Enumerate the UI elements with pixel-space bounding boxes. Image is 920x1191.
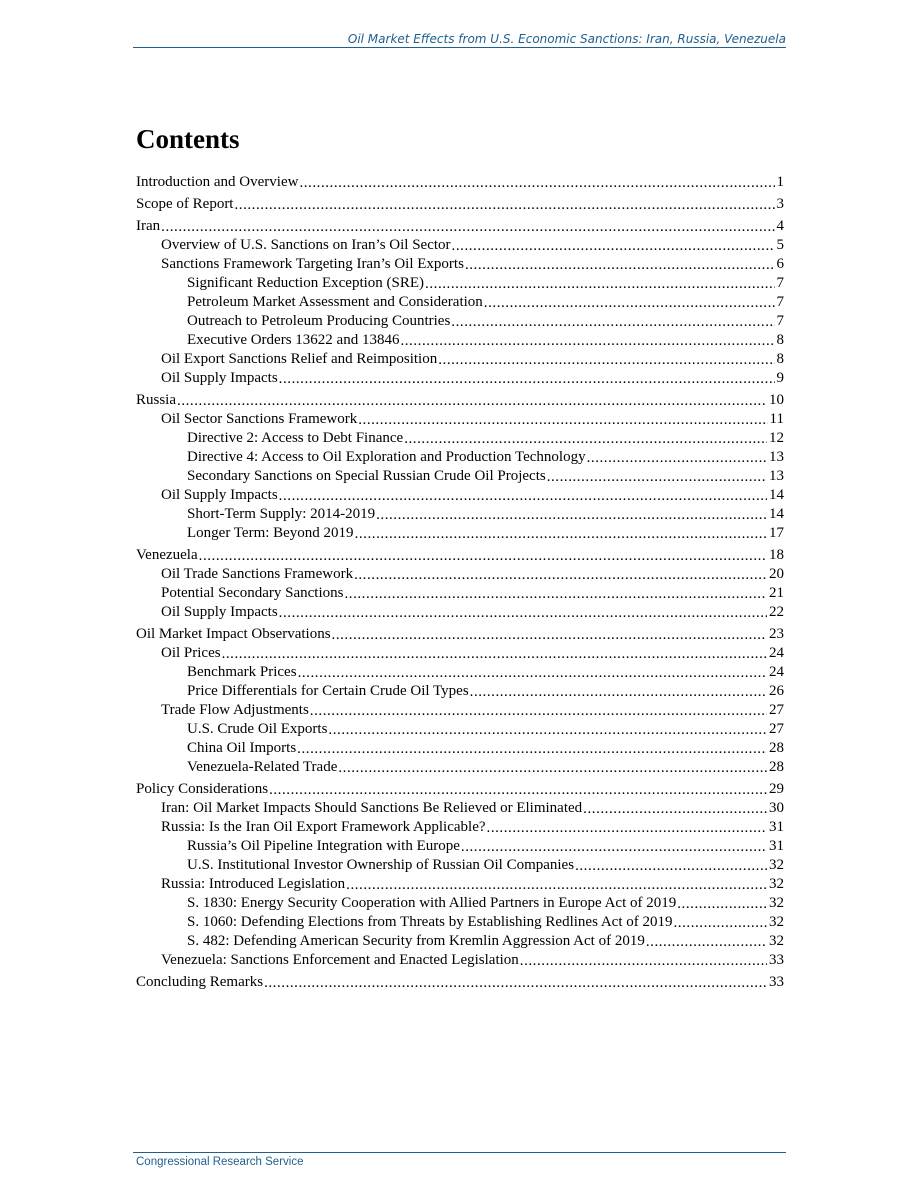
toc-entry-page: 8 [776,351,784,367]
toc-entry[interactable] [136,932,784,951]
toc-entry-title: Oil Market Impact Observations . . . [136,626,332,642]
toc-entry-page: 14 [769,487,784,503]
toc-entry-title: Price Differentials for Certain Crude Oil Types . . . [187,683,470,699]
toc-entry[interactable] [136,603,784,622]
toc-entry[interactable] [136,951,784,970]
toc-entry[interactable] [136,274,784,293]
toc-entry[interactable] [136,780,784,799]
toc-entry-page: 28 [769,759,784,775]
toc-entry-page: 7 [776,275,784,291]
toc-entry-title: Benchmark Prices . . . [187,664,298,680]
toc-entry-title: Venezuela: Sanctions Enforcement and Enacted Legislation . . . [161,952,520,968]
toc-entry[interactable] [136,913,784,932]
toc-entry-title: Oil Sector Sanctions Framework . . . [161,411,358,427]
toc-entry-page: 32 [769,857,784,873]
toc-entry-page: 32 [769,895,784,911]
toc-entry-page: 9 [776,370,784,386]
toc-entry[interactable] [136,236,784,255]
toc-entry-page: 4 [776,218,784,234]
toc-entry-page: 24 [769,664,784,680]
toc-entry-title: S. 1830: Energy Security Cooperation with Allied Partners in Europe Act of 2019 . . . [187,895,677,911]
toc-entry-title: Oil Supply Impacts . . . [161,604,279,620]
toc-entry[interactable] [136,584,784,603]
toc-entry-title: Concluding Remarks . . . [136,974,264,990]
toc-entry-title: Russia’s Oil Pipeline Integration with Europe . . . [187,838,461,854]
toc-entry-page: 33 [769,974,784,990]
toc-entry-page: 18 [769,547,784,563]
toc-entry-page: 31 [769,819,784,835]
toc-entry-title: Overview of U.S. Sanctions on Iran’s Oil Sector . . . [161,237,452,253]
toc-entry-title: Outreach to Petroleum Producing Countries . . . [187,313,451,329]
toc-entry[interactable] [136,410,784,429]
toc-entry-title: Russia: Is the Iran Oil Export Framework Applicable? . . . [161,819,487,835]
toc-entry-page: 7 [776,313,784,329]
toc-entry-title: Oil Supply Impacts . . . [161,487,279,503]
toc-entry-page: 27 [769,721,784,737]
toc-entry-page: 6 [776,256,784,272]
toc-entry-page: 24 [769,645,784,661]
toc-entry[interactable] [136,312,784,331]
toc-entry-title: Petroleum Market Assessment and Consideration . . . [187,294,484,310]
toc-entry-title: Sanctions Framework Targeting Iran’s Oil Exports . . . [161,256,465,272]
toc-entry-page: 10 [769,392,784,408]
footer-organization: Congressional Research Service [136,1156,304,1168]
toc-entry-page: 33 [769,952,784,968]
toc-entry[interactable] [136,837,784,856]
toc-entry-page: 17 [769,525,784,541]
toc-entry-page: 1 [776,174,784,190]
toc-entry[interactable] [136,739,784,758]
toc-entry[interactable] [136,799,784,818]
toc-entry[interactable] [136,331,784,350]
toc-entry-title: Iran . . . [136,218,161,234]
toc-entry-title: Oil Trade Sanctions Framework . . . [161,566,354,582]
toc-entry[interactable] [136,467,784,486]
toc-entry-title: Potential Secondary Sanctions . . . [161,585,344,601]
toc-entry-page: 11 [769,411,784,427]
toc-entry-title: U.S. Crude Oil Exports . . . [187,721,328,737]
toc-entry-title: U.S. Institutional Investor Ownership of Russian Oil Companies . . . [187,857,575,873]
toc-entry[interactable] [136,546,784,565]
toc-entry-title: China Oil Imports . . . [187,740,297,756]
running-header: Oil Market Effects from U.S. Economic Sanctions: Iran, Russia, Venezuela [347,32,786,46]
toc-entry[interactable] [136,856,784,875]
toc-entry[interactable] [136,663,784,682]
toc-entry[interactable] [136,429,784,448]
toc-entry-page: 28 [769,740,784,756]
toc-entry[interactable] [136,369,784,388]
toc-entry[interactable] [136,173,784,192]
toc-entry-title: S. 1060: Defending Elections from Threats by Establishing Redlines Act of 2019 . . . [187,914,674,930]
toc-entry[interactable] [136,625,784,644]
toc-entry-page: 22 [769,604,784,620]
toc-entry-page: 13 [769,449,784,465]
toc-entry[interactable] [136,818,784,837]
toc-entry-page: 30 [769,800,784,816]
toc-entry-page: 20 [769,566,784,582]
toc-entry-title: Oil Export Sanctions Relief and Reimposition . . . [161,351,438,367]
toc-entry-page: 31 [769,838,784,854]
toc-entry-page: 14 [769,506,784,522]
toc-entry-title: Executive Orders 13622 and 13846 . . . [187,332,400,348]
toc-entry-title: Venezuela . . . [136,547,199,563]
toc-entry-title: S. 482: Defending American Security from Kremlin Aggression Act of 2019 . . . [187,933,646,949]
toc-entry-title: Short-Term Supply: 2014-2019 . . . [187,506,376,522]
toc-entry-page: 32 [769,876,784,892]
toc-entry[interactable] [136,486,784,505]
toc-entry-page: 32 [769,914,784,930]
toc-entry[interactable] [136,255,784,274]
toc-entry[interactable] [136,565,784,584]
page-title: Contents [136,124,240,154]
toc-entry[interactable] [136,505,784,524]
toc-entry-title: Longer Term: Beyond 2019 . . . [187,525,355,541]
toc-entry[interactable] [136,217,784,236]
toc-entry-title: Policy Considerations . . . [136,781,269,797]
toc-entry[interactable] [136,391,784,410]
toc-entry-title: Oil Supply Impacts . . . [161,370,279,386]
toc-entry[interactable] [136,701,784,720]
toc-entry-page: 26 [769,683,784,699]
footer-rule [133,1152,786,1153]
toc-entry-title: Scope of Report . . . [136,196,234,212]
toc-entry-title: Russia: Introduced Legislation . . . [161,876,346,892]
toc-entry[interactable] [136,973,784,992]
toc-entry-title: Oil Prices . . . [161,645,222,661]
toc-entry-page: 23 [769,626,784,642]
toc-entry-title: Russia . . . [136,392,177,408]
toc-entry-title: Secondary Sanctions on Special Russian Crude Oil Projects . . . [187,468,547,484]
toc-entry-page: 8 [776,332,784,348]
toc-entry[interactable] [136,720,784,739]
toc-entry[interactable] [136,524,784,543]
header-rule [133,47,786,48]
toc-entry-title: Introduction and Overview . . . [136,174,299,190]
toc-entry-page: 27 [769,702,784,718]
toc-entry-title: Trade Flow Adjustments . . . [161,702,310,718]
toc-entry-page: 13 [769,468,784,484]
toc-entry[interactable] [136,350,784,369]
toc-entry[interactable] [136,682,784,701]
toc-entry-title: Directive 4: Access to Oil Exploration and Production Technology . . . [187,449,587,465]
toc-entry-title: Directive 2: Access to Debt Finance . . . [187,430,404,446]
toc-entry-page: 12 [769,430,784,446]
toc-entry-page: 21 [769,585,784,601]
toc-entry[interactable] [136,448,784,467]
toc-entry[interactable] [136,644,784,663]
toc-entry-page: 3 [776,196,784,212]
toc-entry-page: 5 [776,237,784,253]
toc-entry-title: Iran: Oil Market Impacts Should Sanctions Be Relieved or Eliminated . . . [161,800,583,816]
table-of-contents [136,173,784,992]
toc-entry[interactable] [136,195,784,214]
toc-entry[interactable] [136,894,784,913]
toc-entry[interactable] [136,758,784,777]
toc-entry-page: 29 [769,781,784,797]
toc-entry-title: Significant Reduction Exception (SRE) . . . [187,275,425,291]
toc-entry-page: 32 [769,933,784,949]
toc-entry-title: Venezuela-Related Trade . . . [187,759,338,775]
toc-entry[interactable] [136,293,784,312]
toc-entry[interactable] [136,875,784,894]
toc-entry-page: 7 [776,294,784,310]
